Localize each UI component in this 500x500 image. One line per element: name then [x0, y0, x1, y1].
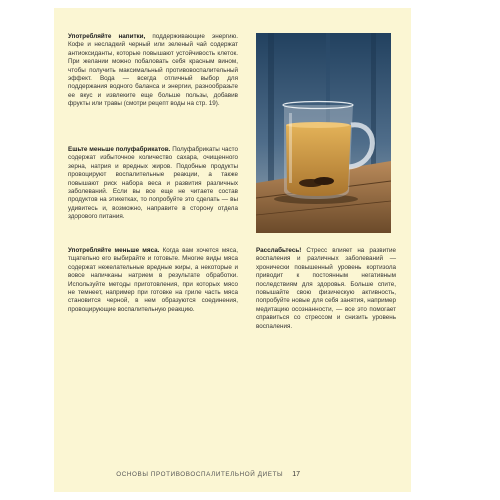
drinks-heading: Употребляйте напитки, [68, 33, 146, 40]
tea-cup-photo [256, 33, 391, 233]
relax-heading: Расслабьтесь! [256, 247, 302, 254]
page-footer [50, 471, 300, 478]
meat-heading: Употребляйте меньше мяса. [68, 247, 160, 254]
section-meat [68, 247, 238, 314]
processed-heading: Ешьте меньше полуфабрикатов. [68, 146, 171, 153]
section-relax [256, 247, 396, 331]
page-number: 17 [292, 471, 300, 478]
relax-paragraph [256, 247, 396, 331]
processed-paragraph [68, 146, 238, 222]
book-page [54, 8, 411, 492]
processed-body: Полуфабрикаты часто содержат избыточное количество сахара, очищенного зерна, натрия и вредных жиров. Подобные продукты провоцируют воспалительные реакции, а также повышают риск набора веса и развития различных заболеваний. Если вы все еще не читаете состав продуктов на этикетках, то попробуйте это сделать — вы удивитесь и, возможно, направите в сторону отдела здорового питания. [68, 146, 238, 221]
section-drinks [68, 33, 238, 109]
meat-body: Когда вам хочется мяса, тщательно его выбирайте и готовьте. Многие виды мяса содержат нежелательные вредные жиры, а некоторые и вовсе напичканы натрием в результате обработки. Используйте методы приготовления, при которых мясо не темнеет, например при готовке на гриле часть мяса становится черной, в нем образуются соединения, провоцирующие воспалительную реакцию. [68, 247, 238, 313]
relax-body: Стресс влияет на развитие воспаления и различных заболеваний — хронически повышенный уровень кортизола приводит к постоянным негативным последствиям для здоровья. Больше спите, повышайте свою физическую активность, попробуйте новые для себя занятия, например медитацию осознанности, — все это помогает справиться со стрессом и снизить уровень воспаления. [256, 247, 396, 330]
drinks-paragraph [68, 33, 238, 109]
tea-cup-illustration [256, 33, 391, 233]
meat-paragraph [68, 247, 238, 314]
running-title: ОСНОВЫ ПРОТИВОВОСПАЛИТЕЛЬНОЙ ДИЕТЫ [116, 471, 284, 478]
section-processed [68, 146, 238, 222]
drinks-body: поддерживающие энергию. Кофе и несладкий черный или зеленый чай содержат антиоксиданты, которые повышают устойчивость клеток. При желании можно побаловать себя красным вином, чтобы получить максимальный противовоспалительный эффект. Вода — всегда отличный выбор для поддержания водного баланса и энергии, разнообразьте ее вкус и извлеките еще больше пользы, добавив фрукты или травы (смотри рецепт воды на стр. 19). [68, 33, 238, 108]
